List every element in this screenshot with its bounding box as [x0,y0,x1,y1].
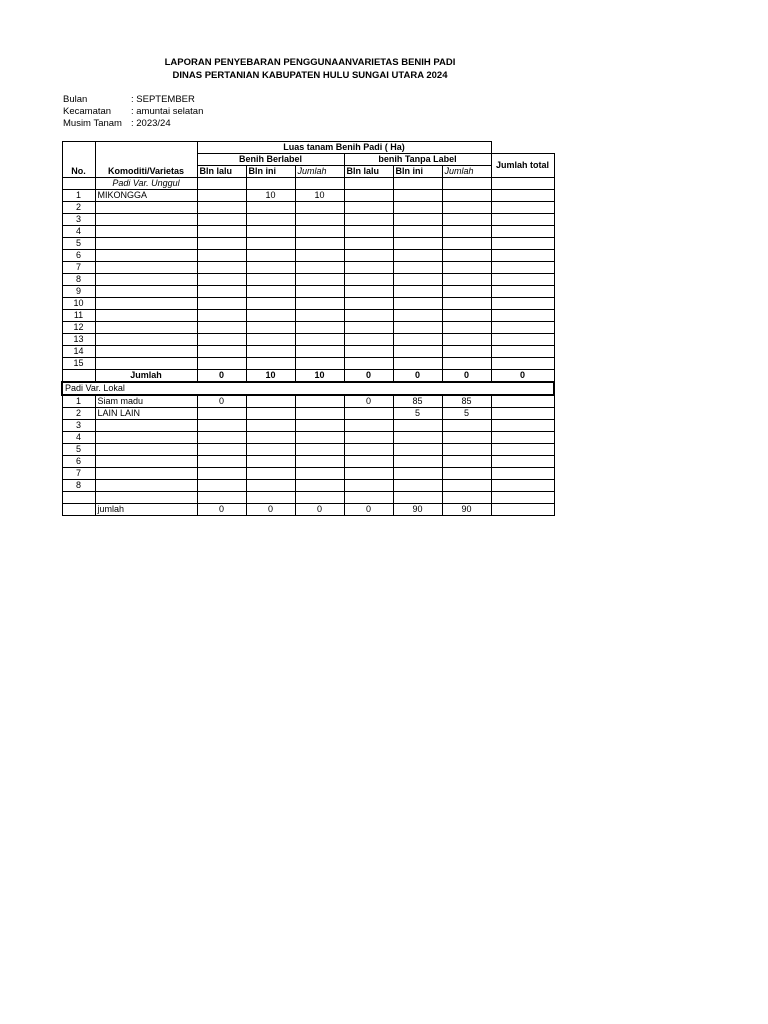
row-bl-lalu [197,432,246,444]
row-no: 7 [62,262,95,274]
total-tl-lalu: 0 [344,370,393,383]
row-varietas [95,214,197,226]
row-bl-ini [246,456,295,468]
row-varietas [95,432,197,444]
row-tl-ini [393,480,442,492]
table-row [62,274,554,286]
row-tl-ini [393,250,442,262]
section-cell [295,178,344,190]
header-bl-bln-lalu: Bln lalu [197,166,246,178]
row-bl-ini [246,480,295,492]
row-bl-ini [246,262,295,274]
row-tl-ini [393,444,442,456]
row-tl-ini [393,310,442,322]
table-row [62,420,554,432]
row-tl-lalu [344,310,393,322]
row-varietas [95,334,197,346]
row-no: 14 [62,346,95,358]
row-tl-ini [393,334,442,346]
row-tl-jml [442,238,491,250]
row-bl-jml [295,214,344,226]
meta-kecamatan: Kecamatan : amuntai selatan [63,106,204,117]
row-bl-ini [246,274,295,286]
row-total [491,202,554,214]
row-bl-ini [246,238,295,250]
total-tl-lalu: 0 [344,504,393,516]
row-tl-lalu [344,322,393,334]
row-total [491,456,554,468]
row-tl-lalu [344,358,393,370]
row-tl-lalu [344,444,393,456]
table-row [62,298,554,310]
row-tl-jml [442,310,491,322]
row-bl-ini [246,444,295,456]
meta-musim-tanam: Musim Tanam : 2023/24 [63,118,171,129]
row-bl-jml [295,298,344,310]
section-unggul-label: Padi Var. Unggul [95,178,197,190]
header-cell [95,142,197,154]
row-bl-jml [295,468,344,480]
row-no: 4 [62,432,95,444]
row-no: 6 [62,250,95,262]
row-no: 7 [62,468,95,480]
header-cell [62,154,95,166]
row-tl-ini [393,358,442,370]
row-tl-ini [393,274,442,286]
row-tl-jml [442,444,491,456]
row-tl-jml [442,262,491,274]
header-luas-tanam: Luas tanam Benih Padi ( Ha) [197,142,491,154]
row-varietas [95,310,197,322]
total-tl-jml: 0 [442,370,491,383]
row-total [491,262,554,274]
row-bl-ini [246,250,295,262]
row-bl-ini [246,420,295,432]
row-no: 2 [62,408,95,420]
row-tl-lalu [344,480,393,492]
row-bl-lalu [197,322,246,334]
row-bl-lalu [197,262,246,274]
table-row [62,322,554,334]
row-total [491,190,554,202]
header-bl-bln-ini: Bln ini [246,166,295,178]
section-cell [442,178,491,190]
header-cell [62,142,95,154]
row-no: 6 [62,456,95,468]
row-bl-jml [295,202,344,214]
row-tl-lalu [344,456,393,468]
row-total [491,298,554,310]
total-label: Jumlah [95,370,197,383]
row-bl-ini [246,334,295,346]
row-bl-lalu [197,468,246,480]
total-tl-jml: 90 [442,504,491,516]
row-bl-ini [246,226,295,238]
row-tl-ini [393,286,442,298]
header-tl-bln-ini: Bln ini [393,166,442,178]
report-subtitle: DINAS PERTANIAN KABUPATEN HULU SUNGAI UTARA 2024 [172,70,448,81]
row-total [491,322,554,334]
row-tl-ini [393,214,442,226]
row-tl-jml [442,346,491,358]
row-bl-jml [295,226,344,238]
row-bl-lalu [197,238,246,250]
row-total [491,395,554,408]
row-tl-lalu [344,408,393,420]
row-bl-jml [295,480,344,492]
table-row [62,395,554,408]
row-tl-lalu: 0 [344,395,393,408]
row-tl-lalu [344,492,393,504]
header-cell [95,154,197,166]
row-varietas [95,322,197,334]
row-total [491,492,554,504]
row-total [491,432,554,444]
row-tl-jml [442,468,491,480]
table-row [62,310,554,322]
row-tl-lalu [344,334,393,346]
table-row [62,456,554,468]
row-no: 5 [62,444,95,456]
report-title: LAPORAN PENYEBARAN PENGGUNAANVARIETAS BENIH PADI [164,57,456,68]
row-varietas [95,298,197,310]
row-no: 4 [62,226,95,238]
row-bl-ini [246,358,295,370]
row-tl-ini [393,456,442,468]
row-tl-lalu [344,286,393,298]
meta-bulan: Bulan : SEPTEMBER [63,94,195,105]
row-no: 10 [62,298,95,310]
row-bl-ini [246,492,295,504]
row-bl-ini [246,322,295,334]
section-cell [344,178,393,190]
row-tl-jml [442,432,491,444]
section-cell [393,178,442,190]
total-bl-lalu: 0 [197,504,246,516]
table-row [62,444,554,456]
table-row [62,346,554,358]
header-benih-tanpa-label: benih Tanpa Label [344,154,491,166]
row-bl-lalu [197,250,246,262]
row-bl-jml [295,274,344,286]
row-bl-lalu [197,298,246,310]
row-tl-lalu [344,298,393,310]
report-table [61,141,555,516]
row-bl-lalu [197,202,246,214]
section-cell [62,178,95,190]
row-tl-lalu [344,420,393,432]
row-varietas [95,492,197,504]
row-total [491,250,554,262]
row-no: 13 [62,334,95,346]
row-varietas: Siam madu [95,395,197,408]
row-total [491,358,554,370]
row-bl-jml [295,444,344,456]
header-no: No. [62,166,95,178]
row-bl-ini [246,395,295,408]
row-no: 15 [62,358,95,370]
row-bl-ini [246,408,295,420]
row-tl-jml [442,190,491,202]
row-tl-lalu [344,274,393,286]
row-tl-lalu [344,432,393,444]
row-bl-lalu [197,334,246,346]
row-varietas [95,262,197,274]
row-varietas [95,286,197,298]
row-tl-ini [393,190,442,202]
section-cell [197,178,246,190]
row-total [491,274,554,286]
row-bl-lalu [197,310,246,322]
row-total [491,444,554,456]
total-blank [62,504,95,516]
header-bl-jumlah: Jumlah [295,166,344,178]
table-row [62,358,554,370]
row-tl-jml: 5 [442,408,491,420]
row-tl-jml [442,358,491,370]
row-total [491,286,554,298]
row-bl-lalu [197,358,246,370]
row-no: 3 [62,214,95,226]
row-varietas [95,480,197,492]
total-bl-jml: 10 [295,370,344,383]
header-benih-berlabel: Benih Berlabel [197,154,344,166]
row-bl-lalu [197,214,246,226]
row-bl-lalu: 0 [197,395,246,408]
row-bl-ini: 10 [246,190,295,202]
row-bl-jml [295,286,344,298]
row-bl-ini [246,286,295,298]
row-tl-ini [393,202,442,214]
row-bl-jml [295,238,344,250]
row-varietas [95,202,197,214]
section-lokal-label: Padi Var. Lokal [62,382,554,395]
row-bl-jml: 10 [295,190,344,202]
row-bl-jml [295,432,344,444]
table-row [62,214,554,226]
row-total [491,468,554,480]
row-tl-ini [393,262,442,274]
row-total [491,480,554,492]
table-total-row [62,370,554,383]
row-tl-lalu [344,214,393,226]
row-bl-jml [295,420,344,432]
row-tl-ini [393,238,442,250]
table-row [62,202,554,214]
table-row [62,238,554,250]
row-varietas [95,250,197,262]
row-tl-jml [442,214,491,226]
row-total [491,334,554,346]
row-tl-jml [442,334,491,346]
total-blank [62,370,95,383]
row-bl-lalu [197,492,246,504]
row-tl-ini [393,492,442,504]
row-varietas [95,226,197,238]
row-bl-jml [295,346,344,358]
row-tl-jml [442,202,491,214]
row-no: 5 [62,238,95,250]
row-tl-jml [442,492,491,504]
row-bl-ini [246,214,295,226]
row-no [62,492,95,504]
row-no: 8 [62,274,95,286]
row-tl-ini: 85 [393,395,442,408]
row-tl-lalu [344,190,393,202]
row-tl-jml [442,298,491,310]
table-row [62,190,554,202]
row-tl-ini: 5 [393,408,442,420]
table-row [62,408,554,420]
row-total [491,420,554,432]
row-bl-ini [246,202,295,214]
row-tl-lalu [344,238,393,250]
section-cell [246,178,295,190]
row-tl-jml [442,286,491,298]
row-tl-ini [393,346,442,358]
row-bl-ini [246,468,295,480]
row-total [491,310,554,322]
table-row [62,262,554,274]
table-row [62,480,554,492]
total-bl-ini: 10 [246,370,295,383]
row-bl-lalu [197,480,246,492]
row-tl-jml [442,274,491,286]
row-bl-lalu [197,190,246,202]
table-row [62,468,554,480]
row-bl-lalu [197,286,246,298]
row-tl-lalu [344,346,393,358]
total-label: jumlah [95,504,197,516]
table-row [62,250,554,262]
row-no: 3 [62,420,95,432]
row-total [491,238,554,250]
row-no: 2 [62,202,95,214]
row-no: 8 [62,480,95,492]
total-bl-jml: 0 [295,504,344,516]
table-row [62,492,554,504]
row-varietas [95,456,197,468]
row-bl-jml [295,358,344,370]
row-no: 9 [62,286,95,298]
row-bl-jml [295,395,344,408]
row-varietas [95,358,197,370]
row-bl-jml [295,456,344,468]
row-bl-lalu [197,346,246,358]
row-varietas: LAIN LAIN [95,408,197,420]
header-komoditi: Komoditi/Varietas [95,166,197,178]
table-total-row [62,504,554,516]
row-total [491,408,554,420]
row-varietas [95,468,197,480]
row-tl-lalu [344,202,393,214]
row-varietas [95,420,197,432]
row-tl-ini [393,226,442,238]
header-cell [491,142,554,154]
header-tl-jumlah: Jumlah [442,166,491,178]
row-bl-ini [246,298,295,310]
total-tl-ini: 0 [393,370,442,383]
row-tl-jml [442,480,491,492]
row-varietas [95,444,197,456]
row-varietas [95,238,197,250]
row-bl-jml [295,334,344,346]
row-bl-lalu [197,408,246,420]
section-cell [491,178,554,190]
row-tl-ini [393,322,442,334]
row-bl-jml [295,250,344,262]
row-varietas [95,346,197,358]
row-bl-lalu [197,456,246,468]
row-tl-jml [442,456,491,468]
row-bl-jml [295,310,344,322]
row-bl-lalu [197,444,246,456]
row-bl-jml [295,322,344,334]
row-tl-jml [442,420,491,432]
row-bl-ini [246,310,295,322]
row-tl-lalu [344,262,393,274]
row-tl-jml [442,322,491,334]
row-total [491,214,554,226]
row-bl-lalu [197,226,246,238]
row-no: 1 [62,190,95,202]
table-row [62,226,554,238]
section-lokal-row [62,382,554,395]
row-varietas [95,274,197,286]
table-row [62,432,554,444]
row-tl-jml [442,226,491,238]
row-bl-jml [295,262,344,274]
total-bl-lalu: 0 [197,370,246,383]
row-total [491,346,554,358]
row-tl-lalu [344,250,393,262]
row-bl-jml [295,408,344,420]
row-tl-jml [442,250,491,262]
header-tl-bln-lalu: Bln lalu [344,166,393,178]
row-bl-lalu [197,274,246,286]
row-tl-ini [393,432,442,444]
row-no: 1 [62,395,95,408]
row-no: 12 [62,322,95,334]
total-tl-ini: 90 [393,504,442,516]
row-no: 11 [62,310,95,322]
row-bl-ini [246,346,295,358]
header-jumlah-total: Jumlah total [491,154,554,178]
total-total [491,504,554,516]
row-varietas: MIKONGGA [95,190,197,202]
total-bl-ini: 0 [246,504,295,516]
row-tl-lalu [344,226,393,238]
row-tl-ini [393,298,442,310]
total-total: 0 [491,370,554,383]
row-tl-lalu [344,468,393,480]
table-row [62,286,554,298]
row-tl-jml: 85 [442,395,491,408]
row-bl-ini [246,432,295,444]
row-tl-ini [393,420,442,432]
row-bl-jml [295,492,344,504]
row-total [491,226,554,238]
row-tl-ini [393,468,442,480]
table-row [62,334,554,346]
row-bl-lalu [197,420,246,432]
